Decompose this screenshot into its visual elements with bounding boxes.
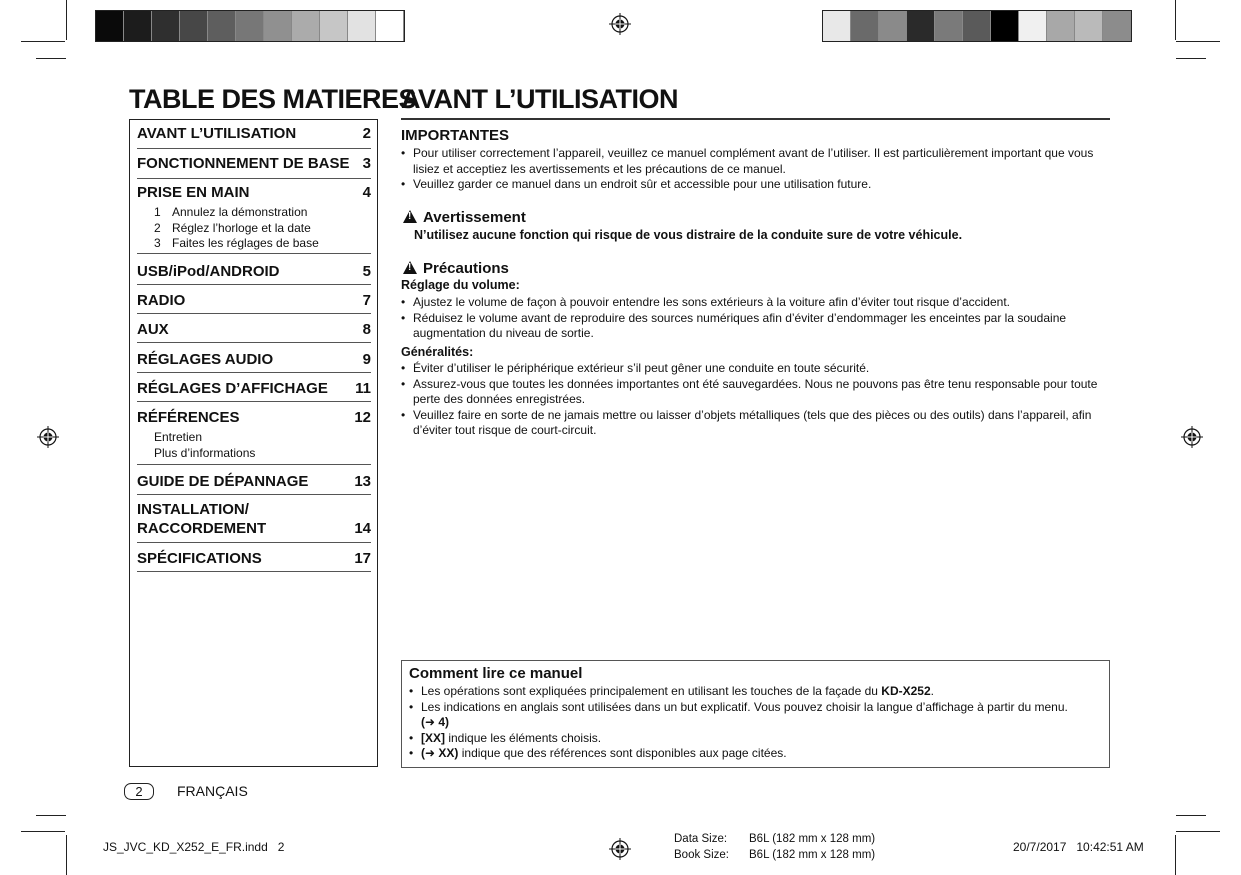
crop-mark	[36, 58, 66, 59]
language-label: FRANÇAIS	[177, 783, 248, 799]
toc-entry-label: USB/iPod/ANDROID	[137, 263, 280, 280]
avertissement-text: N’utilisez aucune fonction qui risque de vous distraire de la conduite sure de votre véhicule.	[414, 228, 963, 242]
toc-entry-page: 14	[354, 520, 371, 537]
how-to-read-heading: Comment lire ce manuel	[409, 665, 583, 682]
list-item: • Pour utiliser correctement l’appareil, veuillez ce manuel complément avant de l’utiliser. Il est particulièrement important que vous lisiez et acceptiez les avertissements et les précautions de ce manuel.	[401, 146, 1106, 177]
color-swatch	[96, 11, 124, 41]
color-swatch	[264, 11, 292, 41]
list-item: • [XX] indique les éléments choisis.	[409, 731, 1099, 747]
toc-entry-page: 9	[362, 351, 371, 368]
warning-icon	[403, 210, 417, 223]
crop-mark	[1176, 831, 1220, 832]
toc-entry[interactable]	[137, 262, 371, 285]
color-swatch	[823, 11, 851, 41]
crop-mark	[1176, 58, 1206, 59]
title-rule	[401, 118, 1110, 120]
toc-entry[interactable]	[137, 549, 371, 572]
color-bar-left	[95, 10, 405, 42]
color-swatch	[963, 11, 991, 41]
color-swatch	[124, 11, 152, 41]
color-swatch	[991, 11, 1019, 41]
toc-entry[interactable]	[137, 472, 371, 495]
precautions-heading: !Précautions	[403, 260, 509, 277]
color-swatch	[1103, 11, 1131, 41]
crop-mark	[66, 0, 67, 40]
toc-entry-page: 17	[354, 550, 371, 567]
toc-entry-label: PRISE EN MAIN	[137, 184, 250, 201]
importantes-list	[401, 146, 1106, 193]
crop-mark	[1176, 815, 1206, 816]
toc-box	[129, 119, 378, 767]
toc-entry-label-line1: INSTALLATION/	[137, 501, 249, 518]
toc-entry[interactable]	[137, 500, 371, 543]
color-swatch	[292, 11, 320, 41]
importantes-heading: IMPORTANTES	[401, 127, 510, 144]
crop-mark	[21, 831, 65, 832]
crop-mark	[1176, 41, 1220, 42]
toc-entry[interactable]	[137, 154, 371, 179]
model-name: KD-X252	[881, 684, 931, 698]
toc-entry-page: 11	[355, 380, 371, 397]
toc-sub-item[interactable]: 3 Faites les réglages de base	[154, 236, 319, 250]
color-swatch	[879, 11, 907, 41]
volume-list	[401, 295, 1106, 342]
list-item: • Veuillez garder ce manuel dans un endroit sûr et accessible pour une utilisation future.	[401, 177, 1106, 193]
toc-entry-page: 7	[362, 292, 371, 309]
toc-entry-label: AVANT L’UTILISATION	[137, 125, 297, 142]
registration-mark-icon	[609, 838, 631, 860]
color-swatch	[1075, 11, 1103, 41]
color-swatch	[851, 11, 879, 41]
color-swatch	[208, 11, 236, 41]
book-size-label: Book Size:	[674, 849, 729, 861]
toc-entry[interactable]	[137, 183, 371, 254]
how-to-read-box	[401, 660, 1110, 768]
toc-sub-item[interactable]: 1 Annulez la démonstration	[154, 205, 308, 219]
list-item: • Assurez-vous que toutes les données importantes ont été sauvegardées. Nous ne pouvons pas être tenu responsable pour toute perte des données enregistrées.	[401, 377, 1113, 408]
color-swatch	[376, 11, 404, 41]
toc-entry-page: 13	[354, 473, 371, 490]
toc-entry-label: AUX	[137, 321, 169, 338]
color-bar-right	[822, 10, 1132, 42]
data-size-label: Data Size:	[674, 833, 728, 845]
color-swatch	[320, 11, 348, 41]
crop-mark	[66, 835, 67, 875]
reference-code: (➜ XX)	[421, 746, 459, 760]
toc-entry-label: RADIO	[137, 292, 186, 309]
toc-entry[interactable]	[137, 379, 371, 402]
list-item: • (➜ XX) indique que des références sont disponibles aux page citées.	[409, 746, 1099, 762]
toc-entry-page: 2	[362, 125, 371, 142]
registration-mark-icon	[1181, 426, 1203, 448]
color-swatch	[180, 11, 208, 41]
color-swatch	[1019, 11, 1047, 41]
toc-entry-page: 8	[362, 321, 371, 338]
print-filename: JS_JVC_KD_X252_E_FR.indd 2	[103, 840, 285, 854]
toc-entry-label: RÉGLAGES D’AFFICHAGE	[137, 380, 328, 397]
toc-sub-item[interactable]: Plus d’informations	[154, 445, 256, 460]
how-to-read-list	[409, 684, 1099, 762]
list-item: • Ajustez le volume de façon à pouvoir entendre les sons extérieurs à la voiture afin d’éviter tout risque d’accident.	[401, 295, 1106, 311]
general-heading: Généralités:	[401, 345, 474, 359]
list-item: • Veuillez faire en sorte de ne jamais mettre ou laisser d’objets métalliques (tels que des pièces ou des outils) dans l’appareil, afin d’éviter tout risque de court-circuit.	[401, 408, 1113, 439]
data-size-value: B6L (182 mm x 128 mm)	[749, 833, 876, 845]
toc-entry-page: 5	[362, 263, 371, 280]
color-swatch	[935, 11, 963, 41]
print-timestamp: 20/7/2017 10:42:51 AM	[1013, 840, 1144, 854]
crop-mark	[36, 815, 66, 816]
crop-mark	[1175, 0, 1176, 40]
warning-icon	[403, 261, 417, 274]
general-list	[401, 361, 1113, 439]
page-reference[interactable]: (➜ 4)	[421, 715, 450, 729]
toc-entry-page: 3	[362, 155, 371, 172]
toc-entry-page: 12	[354, 409, 371, 426]
toc-entry-label: SPÉCIFICATIONS	[137, 550, 262, 567]
color-swatch	[907, 11, 935, 41]
toc-entry[interactable]	[137, 408, 371, 465]
volume-heading: Réglage du volume:	[401, 278, 520, 292]
page-title: AVANT L’UTILISATION	[401, 84, 678, 114]
list-item: • Éviter d’utiliser le périphérique extérieur s’il peut gêner une conduite en toute sécurité.	[401, 361, 1113, 377]
list-item: • Réduisez le volume avant de reproduire des sources numériques afin d’éviter d’endommager les enceintes par la soudaine augmentation du niveau de sortie.	[401, 311, 1106, 342]
color-swatch	[152, 11, 180, 41]
toc-entry-page: 4	[362, 184, 371, 201]
list-item: • Les indications en anglais sont utilisées dans un but explicatif. Vous pouvez choisir la langue d’affichage à partir du menu. (➜ 4)	[409, 700, 1099, 731]
crop-mark	[1175, 835, 1176, 875]
color-swatch	[1047, 11, 1075, 41]
color-swatch	[348, 11, 376, 41]
registration-mark-icon	[37, 426, 59, 448]
list-item: • Les opérations sont expliquées principalement en utilisant les touches de la façade du KD-X252.	[409, 684, 1099, 700]
toc-entry-label: GUIDE DE DÉPANNAGE	[137, 473, 309, 490]
toc-entry[interactable]	[137, 291, 371, 314]
toc-entry-label: RACCORDEMENT	[137, 520, 267, 537]
toc-entry-label: FONCTIONNEMENT DE BASE	[137, 155, 350, 172]
selection-code: [XX]	[421, 730, 445, 745]
toc-entry[interactable]	[137, 320, 371, 343]
toc-entry-label: RÉFÉRENCES	[137, 409, 240, 426]
toc-title: TABLE DES MATIERES	[129, 84, 417, 114]
toc-entry[interactable]	[137, 124, 371, 149]
color-swatch	[236, 11, 264, 41]
toc-sub-item[interactable]: 2 Réglez l’horloge et la date	[154, 220, 311, 235]
crop-mark	[21, 41, 65, 42]
toc-entry-label: RÉGLAGES AUDIO	[137, 351, 274, 368]
book-size-value: B6L (182 mm x 128 mm)	[749, 849, 876, 861]
toc-entry[interactable]	[137, 350, 371, 373]
avertissement-heading: !Avertissement	[403, 209, 526, 226]
page-number: 2	[124, 783, 154, 800]
registration-mark-icon	[609, 13, 631, 35]
toc-sub-item[interactable]: Entretien	[154, 430, 203, 444]
